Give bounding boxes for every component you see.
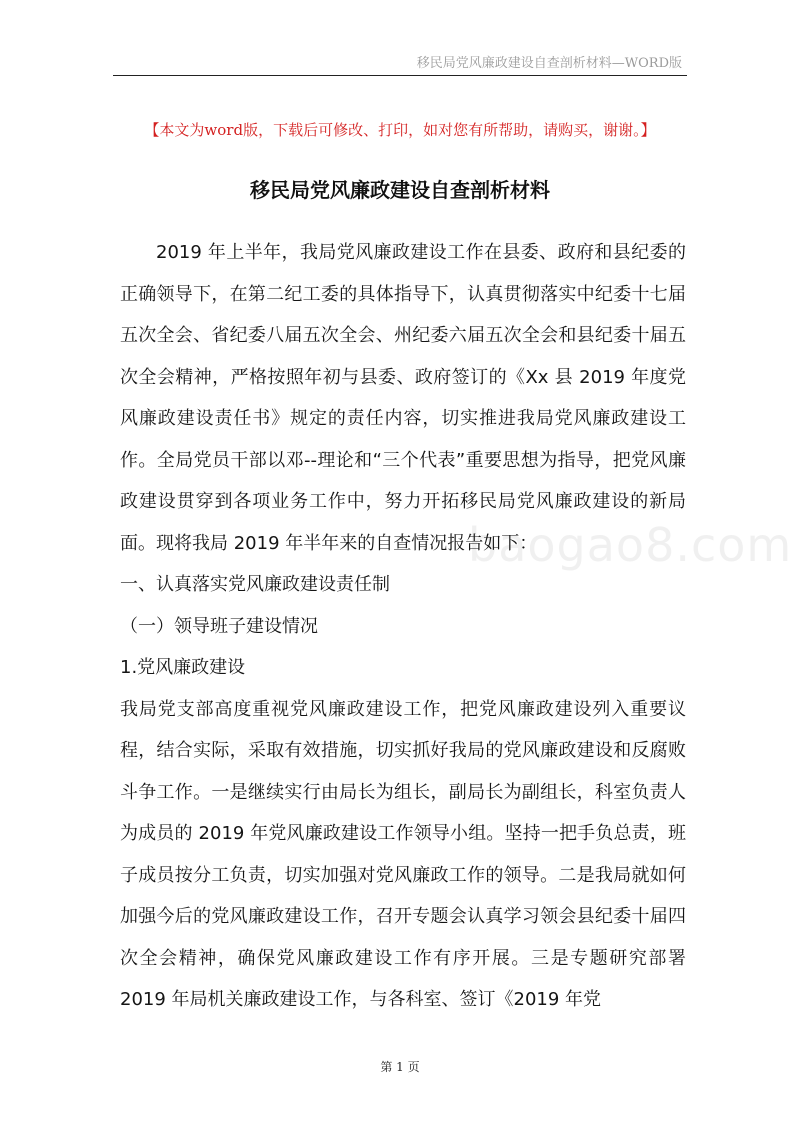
section-heading-3: 1.党风廉政建设	[120, 657, 246, 678]
page-number: 第 1 页	[380, 1060, 420, 1074]
document-title: 移民局党风廉政建设自查剖析材料	[250, 178, 550, 202]
header-divider	[113, 75, 687, 76]
section-heading-1: 一、认真落实党风廉政建设责任制	[120, 574, 390, 595]
body-paragraph: 我局党支部高度重视党风廉政建设工作，把党风廉政建设列入重要议程，结合实际，采取有效措施，切实抓好我局的党风廉政建设和反腐败斗争工作。一是继续实行由局长为组长，副局长为副组长，科室负责人为成员的 2019 年党风廉政建设工作领导小组。坚持一把手负总责，班子成员按分工负责，切实加强对党风廉政工作的领导。二是我局就如何加强今后的党风廉政建设工作，召开专题会认真学习领会县纪委十届四次全会精神，确保党风廉政建设工作有序开展。三是专题研究部署 2019 年局机关廉政建设工作，与各科室、签订《2019 年党	[120, 698, 686, 1010]
document-body	[120, 232, 686, 1021]
download-notice: 【本文为word版，下载后可修改、打印，如对您有所帮助，请购买，谢谢。】	[144, 121, 656, 139]
watermark-text: baogao8.com	[468, 518, 793, 572]
section-heading-2: （一）领导班子建设情况	[120, 615, 318, 637]
intro-paragraph: 2019 年上半年，我局党风廉政建设工作在县委、政府和县纪委的正确领导下，在第二纪工委的具体指导下，认真贯彻落实中纪委十七届五次全会、省纪委八届五次全会、州纪委六届五次全会和县纪委十届五次全会精神，严格按照年初与县委、政府签订的《Xx 县 2019 年度党风廉政建设责任书》规定的责任内容，切实推进我局党风廉政建设工作。全局党员干部以邓--理论和“三个代表”重要思想为指导，把党风廉政建设贯穿到各项业务工作中，努力开拓移民局党风廉政建设的新局面。现将我局 2019 年半年来的自查情况报告如下：	[120, 242, 686, 554]
running-header: 移民局党风廉政建设自查剖析材料—WORD版	[416, 56, 682, 71]
